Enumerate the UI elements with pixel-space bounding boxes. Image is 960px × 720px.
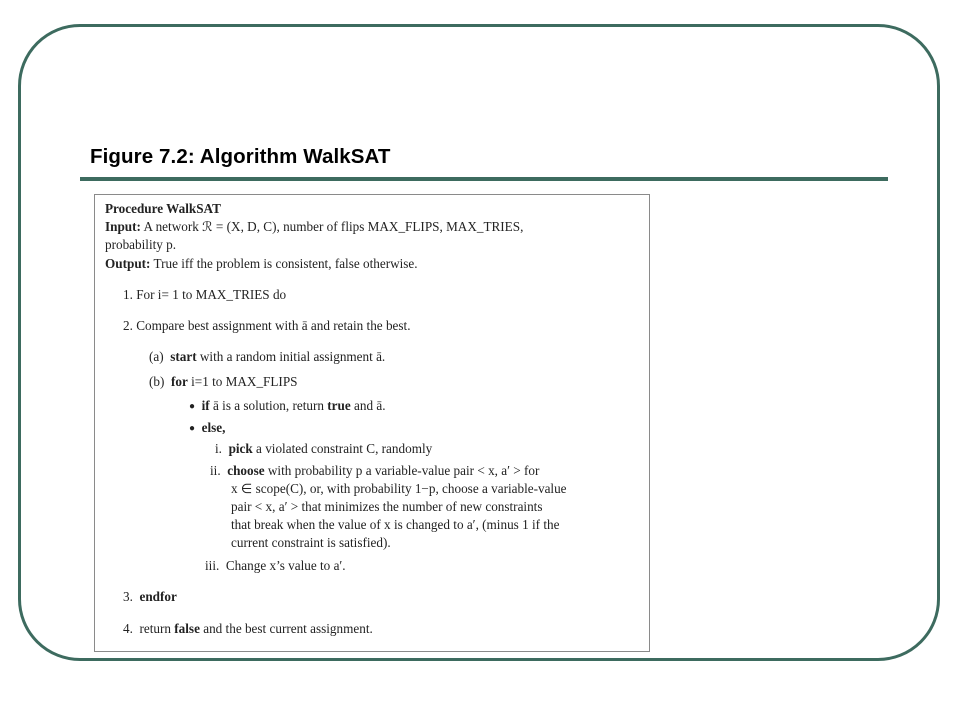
input-line-1: Input: A network ℛ = (X, D, C), number of flips MAX_FLIPS, MAX_TRIES,	[105, 219, 524, 234]
substep-ii-line-4: that break when the value of x is changed to a′, (minus 1 if the	[231, 517, 560, 532]
substep-ii-line-1: ii. choose with probability p a variable-value pair < x, a′ > for	[210, 463, 540, 478]
substep-ii-line-2: x ∈ scope(C), or, with probability 1−p, choose a variable-value	[231, 481, 567, 496]
title-underline	[80, 177, 888, 181]
if-bullet: ● if ā is a solution, return true and ā.	[189, 398, 386, 413]
output-line: Output: True iff the problem is consistent, false otherwise.	[105, 256, 418, 271]
slide-title: Figure 7.2: Algorithm WalkSAT	[90, 145, 391, 168]
else-bullet: ● else,	[189, 420, 226, 435]
input-line-2: probability p.	[105, 237, 177, 252]
step-2b: (b) for i=1 to MAX_FLIPS	[149, 374, 298, 389]
substep-iii: iii. Change x’s value to a′.	[205, 558, 346, 573]
procedure-header: Procedure WalkSAT	[105, 201, 221, 216]
step-4: 4. return false and the best current assignment.	[123, 621, 373, 636]
step-1: 1. For i= 1 to MAX_TRIES do	[123, 287, 287, 302]
substep-ii-line-5: current constraint is satisfied).	[231, 535, 391, 550]
bullet-icon: ●	[189, 401, 196, 412]
substep-ii-line-3: pair < x, a′ > that minimizes the number of new constraints	[231, 499, 543, 514]
step-2: 2. Compare best assignment with ā and retain the best.	[123, 318, 411, 333]
step-3: 3. endfor	[123, 589, 177, 604]
algorithm-figure	[94, 194, 650, 652]
bullet-icon: ●	[189, 423, 196, 434]
step-2a: (a) start with a random initial assignment ā.	[149, 349, 386, 364]
substep-i: i. pick a violated constraint C, randomly	[215, 441, 433, 456]
